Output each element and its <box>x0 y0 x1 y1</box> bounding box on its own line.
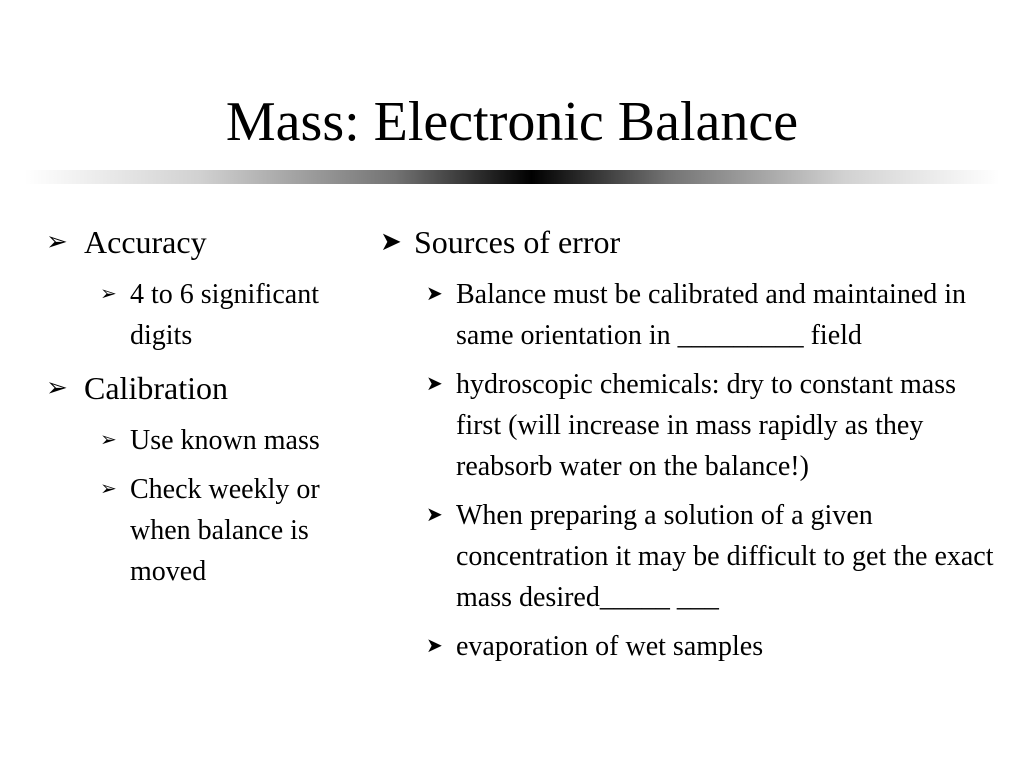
bullet-label: Accuracy <box>84 224 207 260</box>
arrowhead-bullet-icon: ➤ <box>380 227 402 256</box>
bullet-calibration <box>46 368 376 408</box>
arrow-sub-bullet-icon: ➢ <box>100 283 117 305</box>
sub-bullet-evaporation <box>426 626 1000 667</box>
arrowhead-sub-bullet-icon: ➤ <box>426 283 443 305</box>
title-divider <box>24 170 1000 184</box>
arrow-sub-bullet-icon: ➢ <box>100 429 117 451</box>
sub-bullet-calibration-orientation <box>426 274 1000 356</box>
sub-bullet-text: When preparing a solution of a given concentration it may be difficult to get the exact mass desired_____ ___ <box>456 500 994 613</box>
slide-title: Mass: Electronic Balance <box>225 91 799 153</box>
sub-bullet-significant-digits <box>100 274 376 356</box>
arrowhead-sub-bullet-icon: ➤ <box>426 635 443 657</box>
left-column <box>46 222 376 592</box>
sub-bullet-text: Balance must be calibrated and maintained in same orientation in _________ field <box>456 279 967 351</box>
arrow-bullet-icon: ➢ <box>46 227 68 256</box>
bullet-sources-of-error <box>380 222 1000 262</box>
sub-bullet-hydroscopic <box>426 364 1000 487</box>
sub-bullet-text: evaporation of wet samples <box>456 631 764 662</box>
sub-bullet-check-weekly <box>100 469 376 592</box>
arrowhead-sub-bullet-icon: ➤ <box>426 504 443 526</box>
arrow-sub-bullet-icon: ➢ <box>100 478 117 500</box>
sub-bullet-text: Check weekly or when balance is moved <box>130 474 320 587</box>
arrowhead-sub-bullet-icon: ➤ <box>426 373 443 395</box>
sub-bullet-text: hydroscopic chemicals: dry to constant mass first (will increase in mass rapidly as they reabsorb water on the balance!) <box>456 369 956 482</box>
sub-bullet-text: Use known mass <box>130 425 320 456</box>
bullet-label: Sources of error <box>414 224 621 260</box>
bullet-label: Calibration <box>84 370 228 406</box>
bullet-accuracy <box>46 222 376 262</box>
sub-bullet-exact-mass <box>426 495 1000 618</box>
sub-bullet-text: 4 to 6 significant digits <box>130 279 319 351</box>
arrow-bullet-icon: ➢ <box>46 373 68 402</box>
sub-bullet-known-mass <box>100 420 376 461</box>
right-column <box>380 222 1000 667</box>
